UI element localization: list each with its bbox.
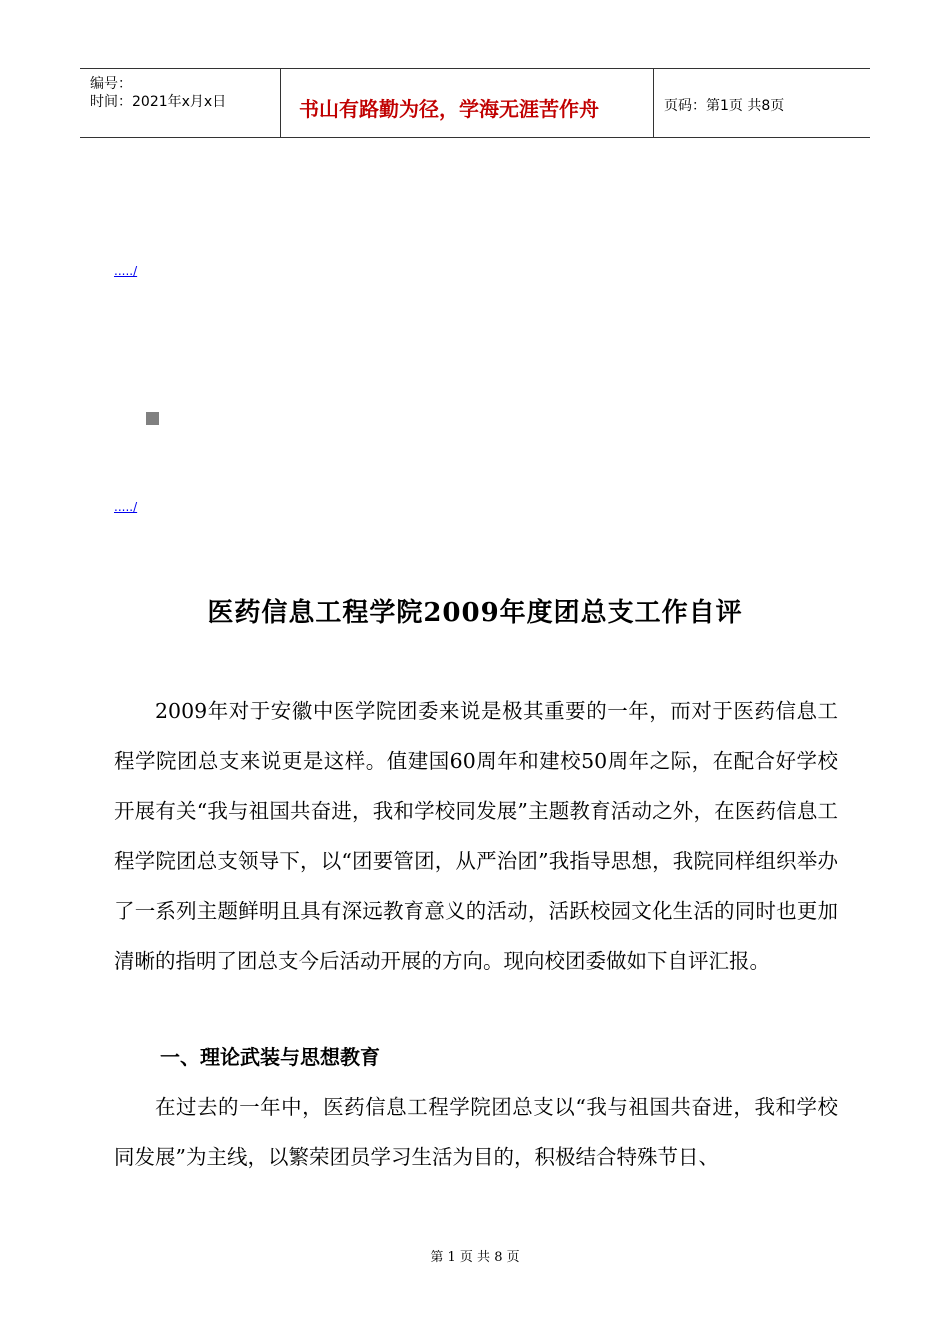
document-title: 医药信息工程学院2009年度团总支工作自评 <box>207 598 743 628</box>
gray-square-icon <box>146 412 159 425</box>
link-dots-first[interactable]: ...../ <box>114 264 138 278</box>
page-info: 页码：第1页 共8页 <box>664 98 785 114</box>
header-meta-cell <box>80 69 281 137</box>
header-table <box>80 68 870 138</box>
section-heading-1: 一、理论武装与思想教育 <box>160 1045 380 1069</box>
link-dots-second[interactable]: ...../ <box>114 500 138 514</box>
time-label: 时间：2021年x月x日 <box>90 94 227 110</box>
number-label: 编号： <box>90 76 132 92</box>
page-footer: 第 1 页 共 8 页 <box>430 1250 520 1265</box>
paragraph-2: 在过去的一年中，医药信息工程学院团总支以“我与祖国共奋进，我和学校同发展”为主线，以繁荣团员学习生活为目的，积极结合特殊节日、 <box>114 1095 838 1169</box>
header-motto-cell <box>281 69 654 137</box>
motto-text: 书山有路勤为径，学海无涯苦作舟 <box>299 97 599 121</box>
paragraph-1: 2009年对于安徽中医学院团委来说是极其重要的一年，而对于医药信息工程学院团总支来说更是这样。值建国60周年和建校50周年之际，在配合好学校开展有关“我与祖国共奋进，我和学校同发展”主题教育活动之外，在医药信息工程学院团总支领导下，以“团要管团，从严治团”我指导思想，我院同样组织举办了一系列主题鲜明且具有深远教育意义的活动，活跃校园文化生活的同时也更加清晰的指明了团总支今后活动开展的方向。现向校团委做如下自评汇报。 <box>114 699 838 973</box>
header-page-cell <box>654 69 870 137</box>
